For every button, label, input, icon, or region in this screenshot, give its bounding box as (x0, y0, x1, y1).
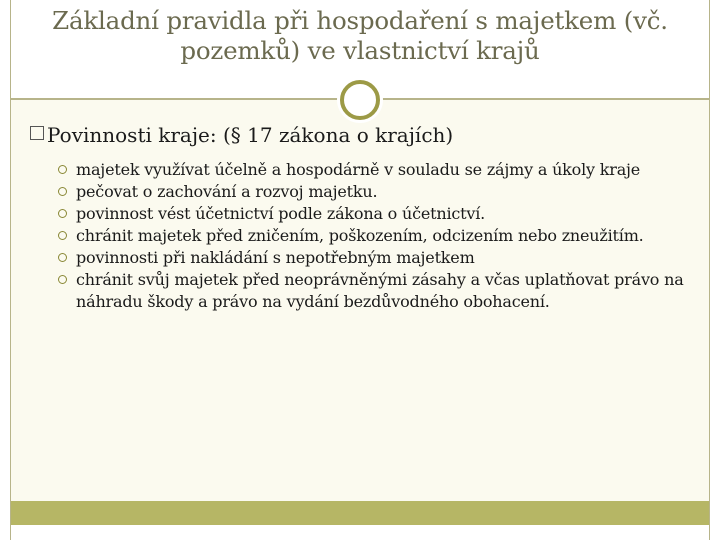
title-line-1: Základní pravidla při hospodaření s majetkem (vč. (52, 6, 668, 35)
checkbox-bullet-icon (30, 126, 44, 140)
list-item (58, 159, 698, 181)
list-item (58, 181, 698, 203)
list-item-text: chránit majetek před zničením, poškozením, odcizením nebo zneužitím. (76, 226, 644, 245)
list-item-text: povinnosti při nakládání s nepotřebným majetkem (76, 248, 475, 267)
circle-bullet-icon (58, 165, 67, 174)
list-item (58, 247, 698, 269)
list-item-text: povinnost vést účetnictví podle zákona o účetnictví. (76, 204, 486, 223)
title-divider-left (11, 98, 341, 100)
list-item-text: pečovat o zachování a rozvoj majetku. (76, 182, 378, 201)
ring-ornament-icon (340, 80, 380, 120)
circle-bullet-icon (58, 231, 67, 240)
footer-band (11, 501, 709, 525)
list-item-text: majetek využívat účelně a hospodárně v souladu se zájmy a úkoly kraje (76, 160, 641, 179)
bullet-list (58, 159, 698, 313)
list-item-text: chránit svůj majetek před neoprávněnými zásahy a včas uplatňovat právo na náhradu škody a právo na vydání bezdůvodného obohacení. (76, 270, 684, 311)
list-item (58, 203, 698, 225)
circle-bullet-icon (58, 275, 67, 284)
section-heading (30, 123, 453, 149)
list-item (58, 269, 698, 313)
slide-title (11, 6, 709, 66)
circle-bullet-icon (58, 253, 67, 262)
title-divider-right (380, 98, 709, 100)
title-line-2: pozemků) ve vlastnictví krajů (180, 36, 540, 65)
list-item (58, 225, 698, 247)
circle-bullet-icon (58, 187, 67, 196)
section-heading-text: Povinnosti kraje: (§ 17 zákona o krajích) (47, 123, 454, 147)
circle-bullet-icon (58, 209, 67, 218)
